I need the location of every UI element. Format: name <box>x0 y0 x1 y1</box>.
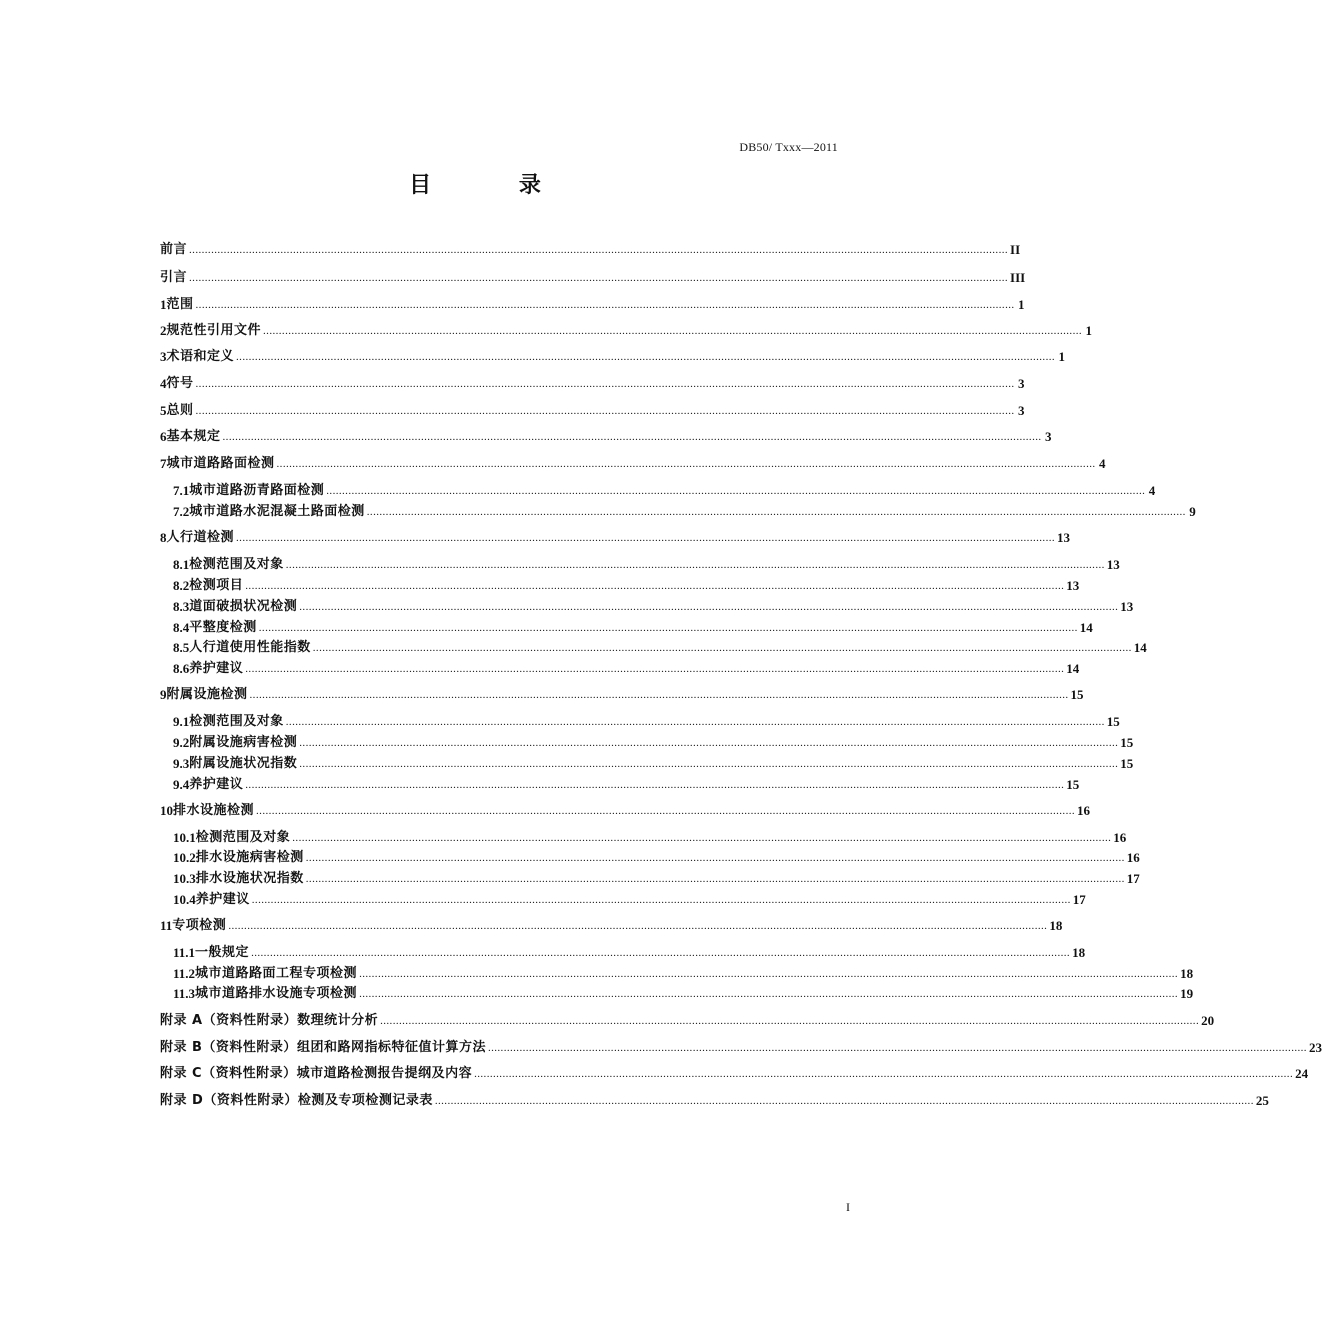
toc-leader-dots: .................................................................................................................................................................................................................................................................... <box>299 601 1119 613</box>
toc-entry-section-9-2[interactable] <box>173 734 1134 752</box>
toc-entry-chapter-11[interactable] <box>160 917 1063 935</box>
toc-leader-dots: .................................................................................................................................................................................................................................................................... <box>222 431 1042 443</box>
toc-entry-section-7-1[interactable] <box>173 482 1156 500</box>
toc-entry-section-8-3[interactable] <box>173 598 1134 616</box>
toc-entry-text: 排水设施状况指数 <box>195 871 304 886</box>
toc-entry-section-7-2[interactable] <box>173 503 1196 521</box>
toc-leader-dots: .................................................................................................................................................................................................................................................................... <box>195 405 1015 417</box>
toc-entry-page: 16 <box>1126 850 1140 865</box>
toc-entry-text: 检测范围及对象 <box>189 557 284 572</box>
toc-appendix-label: 附录 A（资料性附录） <box>160 1013 298 1028</box>
toc-entry-page: 14 <box>1133 640 1147 655</box>
toc-leader-dots: .................................................................................................................................................................................................................................................................... <box>292 832 1112 844</box>
toc-entry-number: 10.2 <box>173 850 196 865</box>
toc-entry-chapter-5[interactable] <box>160 402 1025 420</box>
toc-entry-page: 19 <box>1180 986 1194 1001</box>
toc-appendix-label: 附录 D（资料性附录） <box>160 1093 298 1108</box>
toc-entry-text: 检测及专项检测记录表 <box>297 1093 433 1108</box>
toc-leader-dots: .................................................................................................................................................................................................................................................................... <box>195 299 1015 311</box>
toc-entry-chapter-1[interactable] <box>160 296 1025 314</box>
toc-leader-dots: .................................................................................................................................................................................................................................................................... <box>380 1015 1200 1027</box>
toc-entry-text: 附属设施病害检测 <box>189 735 298 750</box>
toc-entry-chapter-8[interactable] <box>160 529 1071 547</box>
toc-entry-text: 人行道使用性能指数 <box>189 640 311 655</box>
toc-leader-dots: .................................................................................................................................................................................................................................................................... <box>276 458 1096 470</box>
toc-leader-dots: .................................................................................................................................................................................................................................................................... <box>366 506 1186 518</box>
toc-entry-page: 14 <box>1079 620 1093 635</box>
toc-entry-number: 10.1 <box>173 830 196 845</box>
toc-entry-section-8-6[interactable] <box>173 660 1080 678</box>
toc-entry-text: 基本规定 <box>166 429 221 444</box>
toc-leader-dots: .................................................................................................................................................................................................................................................................... <box>189 244 1009 256</box>
toc-entry-text: 道面破损状况检测 <box>189 599 298 614</box>
toc-entry-page: 17 <box>1126 871 1140 886</box>
toc-entry-number: 6 <box>160 429 167 444</box>
toc-leader-dots: .................................................................................................................................................................................................................................................................... <box>258 622 1078 634</box>
toc-entry-page: 3 <box>1018 376 1025 391</box>
toc-entry-section-11-2[interactable] <box>173 965 1194 983</box>
toc-entry-section-8-2[interactable] <box>173 577 1080 595</box>
toc-entry-text: 养护建议 <box>195 892 250 907</box>
toc-leader-dots: .................................................................................................................................................................................................................................................................... <box>359 988 1179 1000</box>
toc-entry-number: 7.1 <box>173 483 190 498</box>
toc-entry-page: 3 <box>1045 429 1052 444</box>
toc-entry-text: 检测范围及对象 <box>189 714 284 729</box>
toc-leader-dots: .................................................................................................................................................................................................................................................................... <box>312 642 1132 654</box>
toc-entry-page: 13 <box>1106 557 1120 572</box>
toc-entry-text: 城市道路路面工程专项检测 <box>195 966 358 981</box>
toc-entry-text: 城市道路排水设施专项检测 <box>195 986 358 1001</box>
toc-entry-text: 平整度检测 <box>189 620 257 635</box>
toc-leader-dots: .................................................................................................................................................................................................................................................................... <box>285 716 1105 728</box>
toc-entry-text: 数理统计分析 <box>297 1013 379 1028</box>
document-code: DB50/ Txxx—2011 <box>739 140 838 154</box>
toc-entry-number: 9.2 <box>173 735 190 750</box>
toc-entry-chapter-7[interactable] <box>160 455 1106 473</box>
toc-entry-text: 范围 <box>166 297 194 312</box>
toc-entry-section-9-3[interactable] <box>173 755 1134 773</box>
toc-entry-number: 1 <box>160 297 167 312</box>
toc-entry-number: 5 <box>160 403 167 418</box>
toc-leader-dots: .................................................................................................................................................................................................................................................................... <box>305 852 1125 864</box>
toc-appendix-label: 附录 B（资料性附录） <box>160 1040 297 1055</box>
toc-entry-number: 9.4 <box>173 777 190 792</box>
toc-entry-number: 11.1 <box>173 945 196 960</box>
toc-entry-section-9-1[interactable] <box>173 713 1120 731</box>
toc-entry-section-10-1[interactable] <box>173 829 1127 847</box>
toc-entry-text: 引言 <box>160 270 188 285</box>
toc-entry-number: 9.3 <box>173 756 190 771</box>
toc-entry-page: 9 <box>1189 504 1196 519</box>
toc-entry-number: 8.5 <box>173 640 190 655</box>
toc-leader-dots: .................................................................................................................................................................................................................................................................... <box>487 1042 1307 1054</box>
toc-entry-text: 符号 <box>166 376 194 391</box>
toc-entry-number: 8.1 <box>173 557 190 572</box>
toc-entry-page: 1 <box>1085 323 1093 338</box>
toc-entry-page: II <box>1010 242 1021 257</box>
toc-entry-section-8-1[interactable] <box>173 556 1120 574</box>
toc-leader-dots: .................................................................................................................................................................................................................................................................... <box>195 378 1015 390</box>
toc-entry-chapter-2[interactable] <box>160 322 1093 340</box>
toc-entry-text: 养护建议 <box>189 777 244 792</box>
toc-entry-chapter-9[interactable] <box>160 686 1084 704</box>
toc-entry-number: 10.4 <box>173 892 196 907</box>
toc-entry-appendix-a[interactable] <box>160 1012 1215 1030</box>
toc-title: 目 录 <box>409 173 581 198</box>
toc-entry-chapter-6[interactable] <box>160 428 1052 446</box>
toc-entry-page: 18 <box>1049 918 1063 933</box>
toc-entry-text: 城市道路沥青路面检测 <box>189 483 325 498</box>
toc-entry-page: 15 <box>1070 687 1084 702</box>
toc-entry-text: 检测范围及对象 <box>195 830 291 845</box>
toc-entry-text: 排水设施病害检测 <box>195 850 304 865</box>
toc-entry-text: 附属设施状况指数 <box>189 756 298 771</box>
toc-leader-dots: .................................................................................................................................................................................................................................................................... <box>359 968 1179 980</box>
toc-entry-appendix-d[interactable] <box>160 1092 1269 1110</box>
toc-entry-page: 1 <box>1058 349 1066 364</box>
toc-entry-text: 前言 <box>160 242 188 257</box>
toc-entry-text: 人行道检测 <box>166 530 235 545</box>
toc-leader-dots: .................................................................................................................................................................................................................................................................... <box>251 894 1071 906</box>
toc-entry-page: 4 <box>1099 456 1106 471</box>
toc-entry-page: 20 <box>1201 1013 1215 1028</box>
toc-entry-section-10-3[interactable] <box>173 870 1140 888</box>
toc-entry-appendix-b[interactable] <box>160 1039 1322 1057</box>
toc-entry-section-8-5[interactable] <box>173 639 1147 657</box>
toc-leader-dots: .................................................................................................................................................................................................................................................................... <box>474 1068 1294 1080</box>
toc-entry-chapter-4[interactable] <box>160 375 1025 393</box>
toc-leader-dots: .................................................................................................................................................................................................................................................................... <box>256 805 1076 817</box>
page-number: I <box>846 1200 850 1214</box>
toc-entry-section-11-1[interactable] <box>173 944 1086 962</box>
toc-entry-page: 14 <box>1066 661 1080 676</box>
toc-entry-number: 9.1 <box>173 714 190 729</box>
toc-entry-number: 11.2 <box>173 966 196 981</box>
toc-leader-dots: .................................................................................................................................................................................................................................................................... <box>299 758 1119 770</box>
toc-leader-dots: .................................................................................................................................................................................................................................................................... <box>299 737 1119 749</box>
toc-leader-dots: .................................................................................................................................................................................................................................................................... <box>245 779 1065 791</box>
toc-entry-text: 附属设施检测 <box>166 687 248 702</box>
toc-entry-page: 17 <box>1072 892 1086 907</box>
toc-entry-number: 4 <box>160 376 167 391</box>
toc-entry-section-8-4[interactable] <box>173 619 1093 637</box>
toc-entry-chapter-10[interactable] <box>160 802 1091 820</box>
toc-entry-text: 检测项目 <box>189 578 244 593</box>
toc-entry-page: 1 <box>1018 297 1025 312</box>
toc-entry-text: 总则 <box>166 403 194 418</box>
toc-entry-page: 15 <box>1120 735 1134 750</box>
toc-appendix-label: 附录 C（资料性附录） <box>160 1066 297 1081</box>
toc-leader-dots: .................................................................................................................................................................................................................................................................... <box>305 873 1125 885</box>
toc-entry-page: 24 <box>1295 1066 1309 1081</box>
toc-entry-page: 15 <box>1106 714 1120 729</box>
toc-leader-dots: .................................................................................................................................................................................................................................................................... <box>251 947 1071 959</box>
toc-entry-page: 13 <box>1066 578 1080 593</box>
toc-leader-dots: .................................................................................................................................................................................................................................................................... <box>228 920 1048 932</box>
toc-entry-text: 一般规定 <box>195 945 250 960</box>
toc-entry-text: 城市道路检测报告提纲及内容 <box>296 1066 473 1081</box>
toc-entry-text: 排水设施检测 <box>173 803 255 818</box>
toc-entry-page: 15 <box>1066 777 1080 792</box>
toc-entry-text: 城市道路路面检测 <box>166 456 275 471</box>
toc-leader-dots: .................................................................................................................................................................................................................................................................... <box>434 1095 1254 1107</box>
toc-leader-dots: .................................................................................................................................................................................................................................................................... <box>285 559 1105 571</box>
toc-entry-page: 18 <box>1072 945 1086 960</box>
toc-entry-text: 组团和路网指标特征值计算方法 <box>296 1040 486 1055</box>
toc-entry-text: 养护建议 <box>189 661 244 676</box>
toc-entry-number: 8.4 <box>173 620 190 635</box>
toc-entry-number: 8.3 <box>173 599 190 614</box>
toc-entry-number: 7.2 <box>173 504 190 519</box>
toc-entry-page: 16 <box>1113 830 1127 845</box>
toc-entry-number: 3 <box>160 349 167 364</box>
toc-entry-number: 11 <box>160 918 173 933</box>
toc-leader-dots: .................................................................................................................................................................................................................................................................... <box>236 532 1056 544</box>
toc-entry-text: 规范性引用文件 <box>166 323 262 338</box>
toc-entry-number: 7 <box>160 456 167 471</box>
toc-entry-number: 9 <box>160 687 167 702</box>
toc-entry-number: 10 <box>160 803 173 818</box>
toc-entry-number: 8.6 <box>173 661 190 676</box>
toc-entry-section-11-3[interactable] <box>173 985 1194 1003</box>
toc-entry-appendix-c[interactable] <box>160 1065 1309 1083</box>
toc-entry-page: 4 <box>1148 483 1156 498</box>
toc-leader-dots: .................................................................................................................................................................................................................................................................... <box>326 485 1146 497</box>
toc-leader-dots: .................................................................................................................................................................................................................................................................... <box>236 351 1056 363</box>
toc-entry-foreword[interactable] <box>160 241 1021 259</box>
toc-leader-dots: .................................................................................................................................................................................................................................................................... <box>249 689 1069 701</box>
toc-entry-page: 13 <box>1057 530 1071 545</box>
toc-entry-page: 3 <box>1018 403 1025 418</box>
toc-entry-text: 专项检测 <box>172 918 227 933</box>
toc-entry-section-10-4[interactable] <box>173 891 1086 909</box>
toc-entry-number: 11.3 <box>173 986 196 1001</box>
toc-entry-number: 8 <box>160 530 167 545</box>
toc-entry-page: 13 <box>1120 599 1134 614</box>
toc-entry-number: 10.3 <box>173 871 196 886</box>
toc-entry-introduction[interactable] <box>160 269 1026 287</box>
toc-entry-section-10-2[interactable] <box>173 849 1140 867</box>
toc-entry-text: 术语和定义 <box>166 349 235 364</box>
toc-leader-dots: .................................................................................................................................................................................................................................................................... <box>245 580 1065 592</box>
toc-entry-page: 25 <box>1255 1093 1269 1108</box>
toc-entry-page: 18 <box>1180 966 1194 981</box>
toc-entry-chapter-3[interactable] <box>160 348 1066 366</box>
toc-leader-dots: .................................................................................................................................................................................................................................................................... <box>245 663 1065 675</box>
toc-entry-page: 23 <box>1308 1040 1322 1055</box>
toc-entry-number: 8.2 <box>173 578 190 593</box>
toc-entry-page: III <box>1010 270 1026 285</box>
toc-entry-section-9-4[interactable] <box>173 776 1080 794</box>
toc-leader-dots: .................................................................................................................................................................................................................................................................... <box>189 272 1009 284</box>
toc-entry-page: 16 <box>1077 803 1091 818</box>
toc-entry-text: 城市道路水泥混凝土路面检测 <box>189 504 365 519</box>
toc-entry-number: 2 <box>160 323 167 338</box>
toc-leader-dots: .................................................................................................................................................................................................................................................................... <box>263 325 1083 337</box>
toc-entry-page: 15 <box>1120 756 1134 771</box>
